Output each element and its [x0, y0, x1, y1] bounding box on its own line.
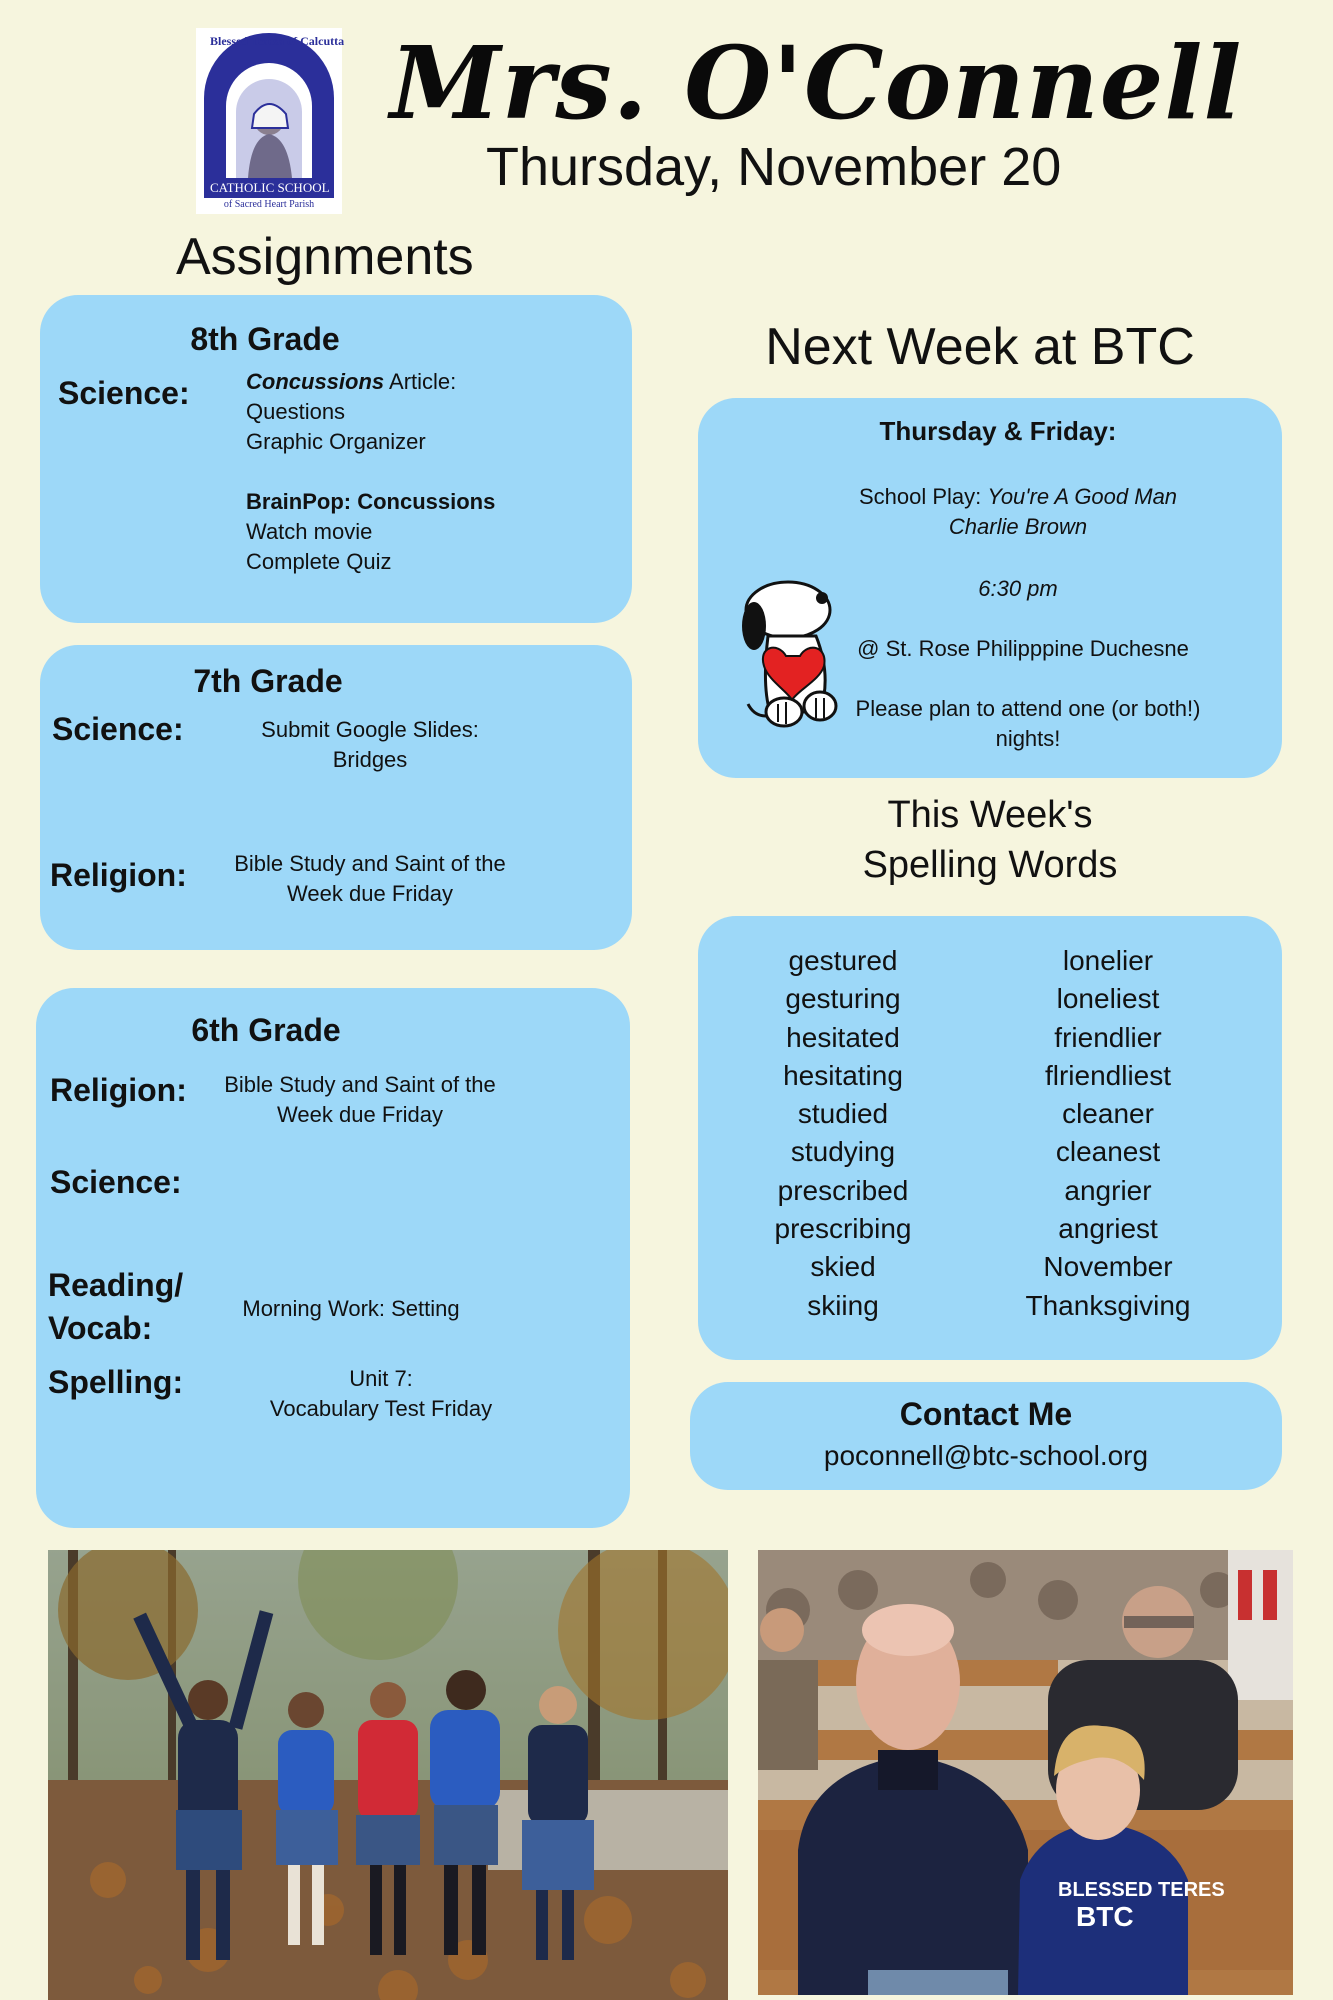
due-friday-line: Week due Friday: [287, 881, 453, 906]
grade-7-card: [40, 645, 632, 950]
article-word: Article:: [384, 369, 457, 394]
school-play-text: [818, 482, 1218, 542]
spelling-word: hesitated: [786, 1021, 900, 1053]
spelling-word: gesturing: [785, 983, 901, 1015]
father-son-church-photo-image: [758, 1550, 1293, 1995]
boy-shirt-text-top: BLESSED TERES: [1058, 1879, 1225, 1901]
event-note-line2: nights!: [995, 726, 1061, 751]
contact-card: [690, 1382, 1282, 1490]
grade-8-title: 8th Grade: [190, 321, 340, 357]
event-days: Thursday & Friday:: [879, 416, 1117, 446]
spelling-word: flriendliest: [1044, 1059, 1172, 1091]
play-title-part2: Charlie Brown: [948, 514, 1088, 539]
spelling-word: hesitating: [783, 1059, 903, 1091]
spelling-column-1: [738, 942, 948, 1325]
concussions-article-line: [246, 367, 616, 397]
watch-movie-line: Watch movie: [246, 519, 373, 544]
grade-8-science-label: Science:: [58, 375, 190, 411]
grade-8-card: [40, 295, 632, 623]
spelling-word: lonelier: [1062, 945, 1154, 976]
bridges-line: Bridges: [332, 747, 408, 772]
grade-6-science-label: Science:: [50, 1164, 182, 1200]
grade-6-spelling-label: Spelling:: [48, 1364, 184, 1400]
spelling-word: prescribing: [774, 1213, 912, 1245]
logo-arc-text: Blessed Teresa of Calcutta: [210, 34, 345, 48]
complete-quiz-line: Complete Quiz: [246, 549, 392, 574]
spelling-word: loneliest: [1056, 983, 1160, 1015]
father-son-church-photo: [758, 1550, 1293, 1995]
event-note: [828, 694, 1228, 754]
brainpop-title: BrainPop: Concussions: [246, 489, 496, 514]
dog-heart-illustration-icon: [728, 576, 854, 728]
students-leaves-photo: [48, 1550, 728, 2000]
play-prefix: School Play:: [858, 484, 988, 509]
spelling-word: cleaner: [1062, 1098, 1154, 1130]
spelling-word: November: [1043, 1251, 1173, 1283]
grade-7-science-details: [220, 715, 520, 775]
vocab-test-line: Vocabulary Test Friday: [269, 1396, 493, 1421]
google-slides-line: Submit Google Slides:: [261, 717, 479, 742]
grade-7-science-label: Science:: [52, 711, 184, 747]
contact-heading: Contact Me: [899, 1396, 1073, 1432]
grade-6-title: 6th Grade: [191, 1012, 341, 1048]
spelling-word: angrier: [1064, 1174, 1152, 1206]
questions-line: Questions: [246, 399, 346, 424]
spelling-heading: [800, 790, 1180, 900]
spelling-word: skied: [810, 1251, 876, 1283]
events-card: [698, 398, 1282, 778]
spelling-word: Thanksgiving: [1025, 1289, 1191, 1321]
boy-shirt-text-bottom: BTC: [1076, 1901, 1134, 1932]
bible-study-line: Bible Study and Saint of the: [234, 851, 506, 876]
event-time: 6:30 pm: [978, 576, 1058, 601]
grade-7-religion-label: Religion:: [50, 857, 187, 893]
grade-6-spelling-details: [246, 1364, 516, 1424]
reading-label-line2: Vocab:: [48, 1310, 153, 1346]
concussions-title: Concussions: [246, 369, 385, 394]
spelling-word: angriest: [1058, 1213, 1158, 1245]
logo-parish-text: of Sacred Heart Parish: [223, 199, 315, 210]
spelling-words-card: [698, 916, 1282, 1360]
next-week-heading: Next Week at BTC: [765, 318, 1195, 376]
spelling-word: skiing: [807, 1289, 879, 1321]
unit-line: Unit 7:: [349, 1366, 413, 1391]
play-title-part1: You're A Good Man: [987, 484, 1178, 509]
date-line: Thursday, November 20: [486, 137, 1062, 197]
morning-work-line: Morning Work: Setting: [242, 1296, 460, 1321]
event-location: @ St. Rose Philipppine Duchesne: [857, 636, 1189, 661]
spelling-heading-line2: Spelling Words: [862, 844, 1118, 886]
reading-label-line1: Reading/: [48, 1267, 184, 1303]
spelling-word: friendlier: [1054, 1021, 1162, 1053]
assignments-heading: Assignments: [176, 228, 474, 286]
spelling-word: cleanest: [1055, 1136, 1161, 1168]
teacher-name: Mrs. O'Connell: [390, 24, 1243, 142]
logo-school-text: CATHOLIC SCHOOL: [210, 180, 330, 195]
spelling-word: studying: [790, 1136, 896, 1168]
grade-8-science-details: [246, 367, 616, 577]
spelling-column-2: [978, 942, 1238, 1325]
spelling-word: gestured: [788, 945, 898, 976]
school-play-line1: [818, 482, 1218, 512]
event-note-line1: Please plan to attend one (or both!): [855, 696, 1201, 721]
grade-7-title: 7th Grade: [193, 663, 343, 699]
spelling-word: studied: [797, 1098, 889, 1130]
students-leaves-photo-image: [48, 1550, 728, 2000]
grade-6-religion-label: Religion:: [50, 1072, 187, 1108]
graphic-organizer-line: Graphic Organizer: [246, 429, 426, 454]
grade-6-reading-label: [48, 1264, 183, 1350]
bible-study-line: Bible Study and Saint of the: [224, 1072, 496, 1097]
grade-6-religion-details: [200, 1070, 520, 1130]
due-friday-line: Week due Friday: [277, 1102, 443, 1127]
school-logo: [196, 28, 345, 214]
spelling-heading-line1: This Week's: [887, 794, 1093, 836]
grade-7-religion-details: [210, 849, 530, 909]
contact-email-link[interactable]: poconnell@btc-school.org: [823, 1440, 1149, 1471]
grade-6-card: [36, 988, 630, 1528]
spelling-word: prescribed: [777, 1174, 909, 1206]
